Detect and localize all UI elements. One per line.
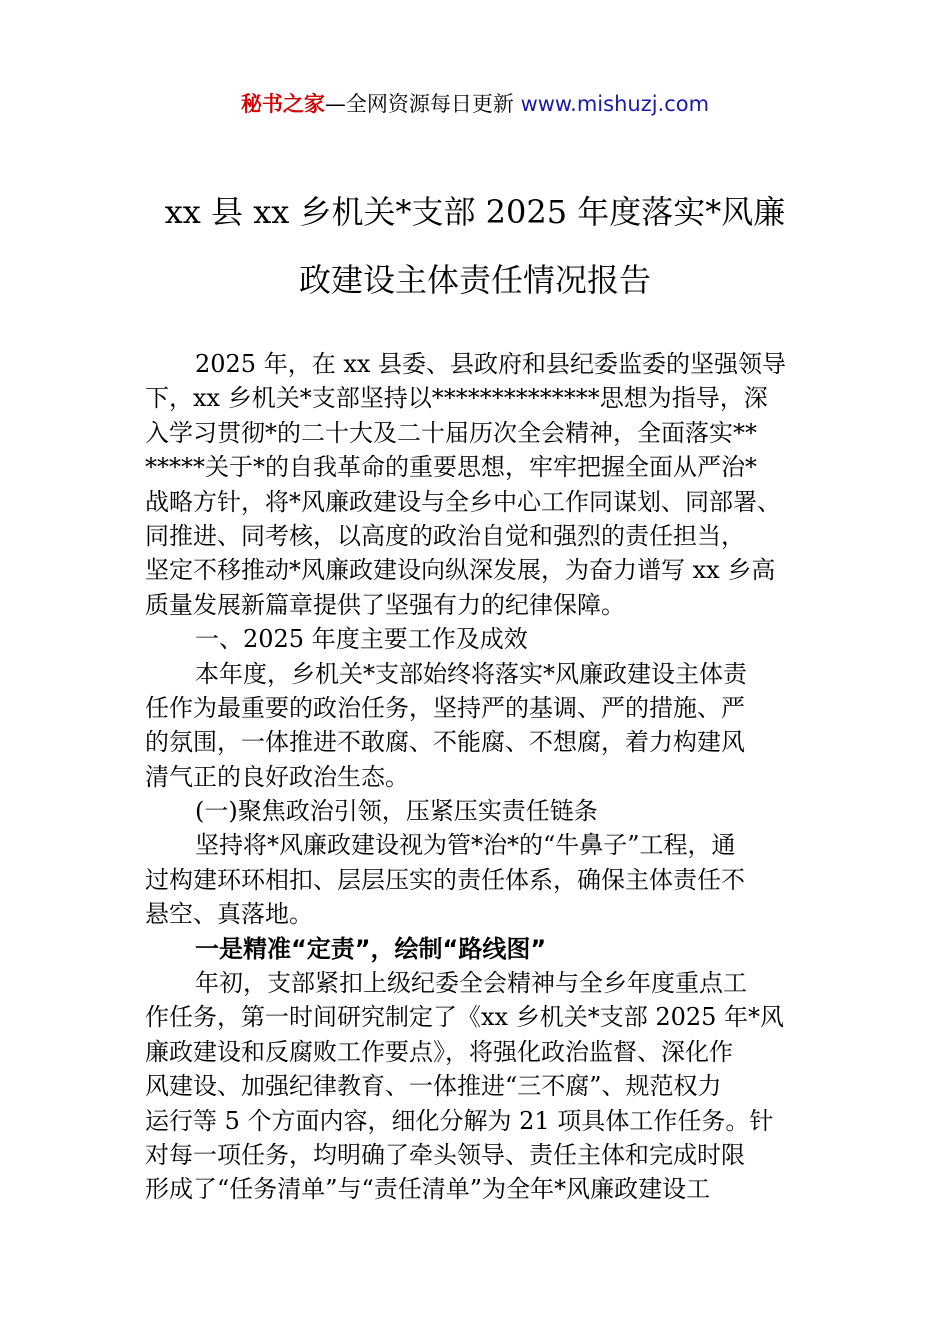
body-line: 下，xx 乡机关*支部坚持以**************思想为指导，深 [145,384,768,413]
body-line: 作任务，第一时间研究制定了《xx 乡机关*支部 2025 年*风 [145,1003,785,1032]
site-url-link[interactable]: www.mishuzj.com [520,92,710,116]
brand-name: 秘书之家 [240,92,325,116]
body-line: 本年度，乡机关*支部始终将落实*风廉政建设主体责 [195,659,747,688]
body-line: *****关于*的自我革命的重要思想，牢牢把握全面从严治* [145,453,757,482]
body-line: 运行等 5 个方面内容，细化分解为 21 项具体工作任务。针 [145,1106,774,1135]
document-body [145,347,810,1207]
body-line: 战略方针，将*风廉政建设与全乡中心工作同谋划、同部署、 [145,487,781,516]
body-line: 对每一项任务，均明确了牵头领导、责任主体和完成时限 [145,1140,745,1169]
body-line: 质量发展新篇章提供了坚强有力的纪律保障。 [145,590,625,619]
document-title-line-2: 政建设主体责任情况报告 [298,261,651,299]
body-line: 年初，支部紧扣上级纪委全会精神与全乡年度重点工 [195,969,747,998]
body-line: 2025 年，在 xx 县委、县政府和县纪委监委的坚强领导 [195,350,787,378]
body-line: 悬空、真落地。 [145,900,313,929]
body-line: 的氛围，一体推进不敢腐、不能腐、不想腐，着力构建风 [145,728,745,757]
body-line: 过构建环环相扣、层层压实的责任体系，确保主体责任不 [145,865,745,894]
bold-point-heading: 一是精准“定责”，绘制“路线图” [195,934,547,963]
section-heading: 一、2025 年度主要工作及成效 [195,625,528,654]
site-header [0,88,950,120]
body-line: 同推进、同考核，以高度的政治自觉和强烈的责任担当， [145,521,745,550]
subsection-heading: (一)聚焦政治引领，压紧压实责任链条 [195,797,598,826]
body-line: 风建设、加强纪律教育、一体推进“三不腐”、规范权力 [145,1072,722,1101]
body-line: 坚持将*风廉政建设视为管*治*的“牛鼻子”工程，通 [195,831,736,860]
header-tagline: —全网资源每日更新 [324,92,521,116]
body-line: 形成了“任务清单”与“责任清单”为全年*风廉政建设工 [145,1175,711,1204]
body-line: 坚定不移推动*风廉政建设向纵深发展，为奋力谱写 xx 乡高 [145,556,776,585]
body-line: 廉政建设和反腐败工作要点》，将强化政治监督、深化作 [145,1037,733,1066]
body-line: 任作为最重要的政治任务，坚持严的基调、严的措施、严 [145,693,745,722]
body-line: 入学习贯彻*的二十大及二十届历次全会精神，全面落实** [145,418,757,447]
document-title-line-1: xx 县 xx 乡机关*支部 2025 年度落实*风廉 [164,193,786,231]
body-line: 清气正的良好政治生态。 [145,762,409,791]
